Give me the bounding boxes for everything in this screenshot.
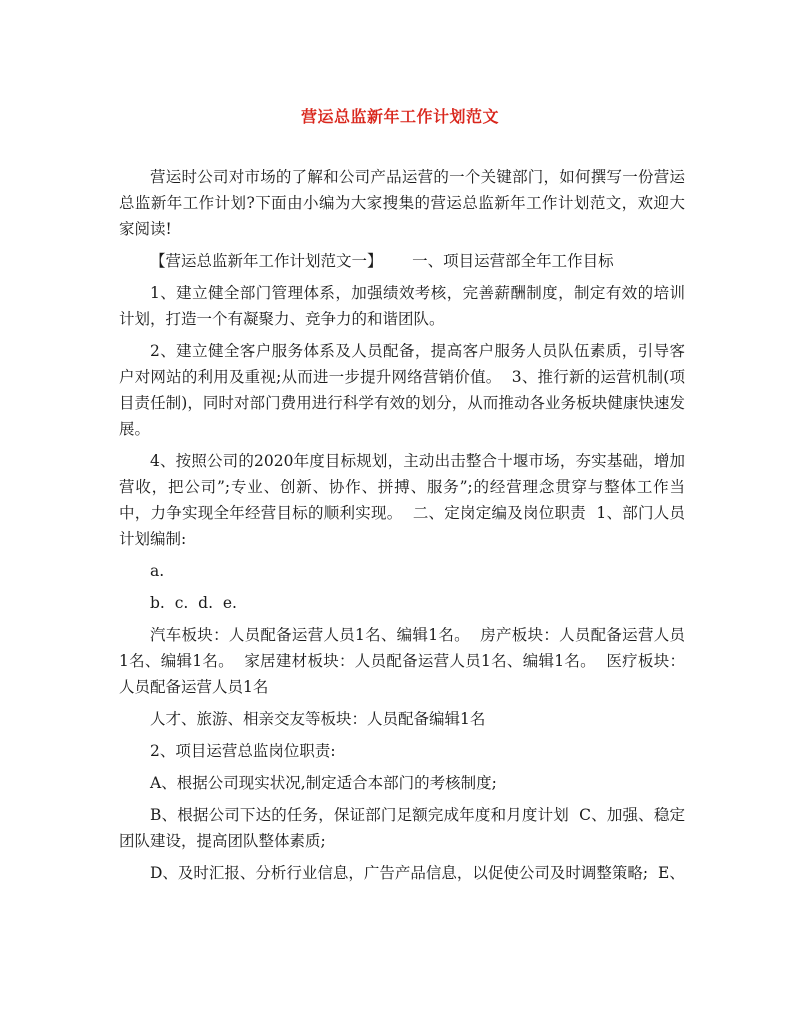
paragraph-goal-1: 1、建立健全部门管理体系，加强绩效考核，完善薪酬制度，制定有效的培训计划，打造一个有凝聚力、竞争力的和谐团队。 (119, 284, 685, 328)
paragraph-list-a: a. (150, 562, 165, 580)
paragraph-duty-a: A、根据公司现实状况,制定适合本部门的考核制度; (150, 774, 497, 792)
paragraph-duty-b-c: B、根据公司下达的任务，保证部门足额完成年度和月度计划 C、加强、稳定团队建设，提高团队整体素质; (119, 806, 685, 850)
paragraph-intro: 营运时公司对市场的了解和公司产品运营的一个关键部门，如何撰写一份营运总监新年工作计划?下面由小编为大家搜集的营运总监新年工作计划范文，欢迎大家阅读! (119, 168, 685, 238)
paragraph-goal-2-3: 2、建立健全客户服务体系及人员配备，提高客户服务人员队伍素质，引导客户对网站的利用及重视;从而进一步提升网络营销价值。 3、推行新的运营机制(项目责任制)，同时对部门费用进行科学有效的划分，从而推动各业务板块健康快速发展。 (119, 342, 685, 438)
document-title: 营运总监新年工作计划范文 (300, 107, 499, 126)
paragraph-duty-d-e: D、及时汇报、分析行业信息，广告产品信息，以促使公司及时调整策略; E、 (150, 864, 685, 882)
paragraph-duties-heading: 2、项目运营总监岗位职责: (150, 742, 336, 760)
document-body (119, 164, 685, 892)
paragraph-section-heading: 【营运总监新年工作计划范文一】 一、项目运营部全年工作目标 (150, 252, 614, 270)
paragraph-staffing-other: 人才、旅游、相亲交友等板块：人员配备编辑1名 (150, 710, 486, 728)
paragraph-goal-4: 4、按照公司的2020年度目标规划，主动出击整合十堰市场，夯实基础，增加营收，把公司”;专业、创新、协作、拼搏、服务”;的经营理念贯穿与整体工作当中，力争实现全年经营目标的顺利实现。 二、定岗定编及岗位职责 1、部门人员计划编制: (119, 452, 685, 548)
paragraph-list-b-e: b. c. d. e. (150, 594, 237, 612)
paragraph-staffing-boards: 汽车板块：人员配备运营人员1名、编辑1名。 房产板块：人员配备运营人员1名、编辑1名。 家居建材板块：人员配备运营人员1名、编辑1名。 医疗板块：人员配备运营人员1名 (119, 626, 685, 696)
